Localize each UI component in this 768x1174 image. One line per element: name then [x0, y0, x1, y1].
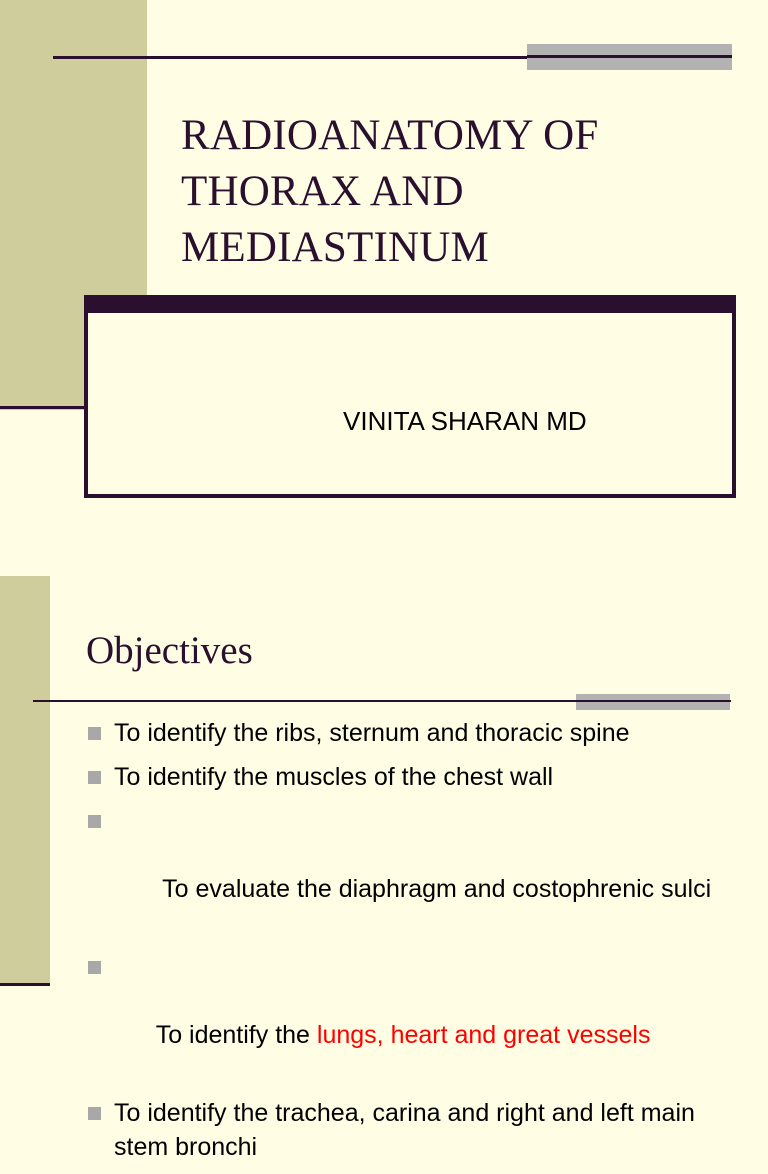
highlighted-text: lungs, heart and great vessels	[316, 1021, 651, 1049]
sidebar-band	[0, 576, 50, 986]
bullet-text: To identify the ribs, sternum and thoracic spine	[114, 719, 630, 747]
bullet-text: To identify the	[155, 1021, 317, 1049]
slide-title: Objectives	[86, 629, 253, 672]
header-accent-bar	[527, 44, 732, 70]
slide-title	[181, 108, 701, 276]
list-item	[86, 950, 736, 1086]
square-bullet-icon	[88, 815, 101, 828]
objectives-slide	[0, 576, 768, 1161]
list-item	[86, 804, 736, 940]
square-bullet-icon	[88, 727, 101, 740]
title-line: MEDIASTINUM	[181, 224, 489, 271]
square-bullet-icon	[88, 1107, 101, 1120]
header-accent-bar	[576, 694, 730, 710]
objectives-list	[86, 716, 736, 1174]
title-slide	[0, 0, 768, 548]
list-item	[86, 716, 736, 750]
list-item	[86, 1096, 736, 1164]
left-rule	[0, 983, 50, 986]
bullet-text: To identify the muscles of the chest wall	[114, 763, 554, 791]
subtitle-box	[84, 295, 736, 498]
title-line: THORAX AND	[181, 168, 464, 215]
square-bullet-icon	[88, 771, 101, 784]
author-name: VINITA SHARAN MD	[343, 406, 587, 436]
list-item	[86, 760, 736, 794]
square-bullet-icon	[88, 961, 101, 974]
left-rule	[0, 406, 86, 409]
bullet-text: To evaluate the diaphragm and costophrenic sulci	[155, 875, 712, 903]
title-line: RADIOANATOMY OF	[181, 112, 599, 159]
bullet-text: To identify the trachea, carina and right and left main stem bronchi	[114, 1099, 695, 1161]
